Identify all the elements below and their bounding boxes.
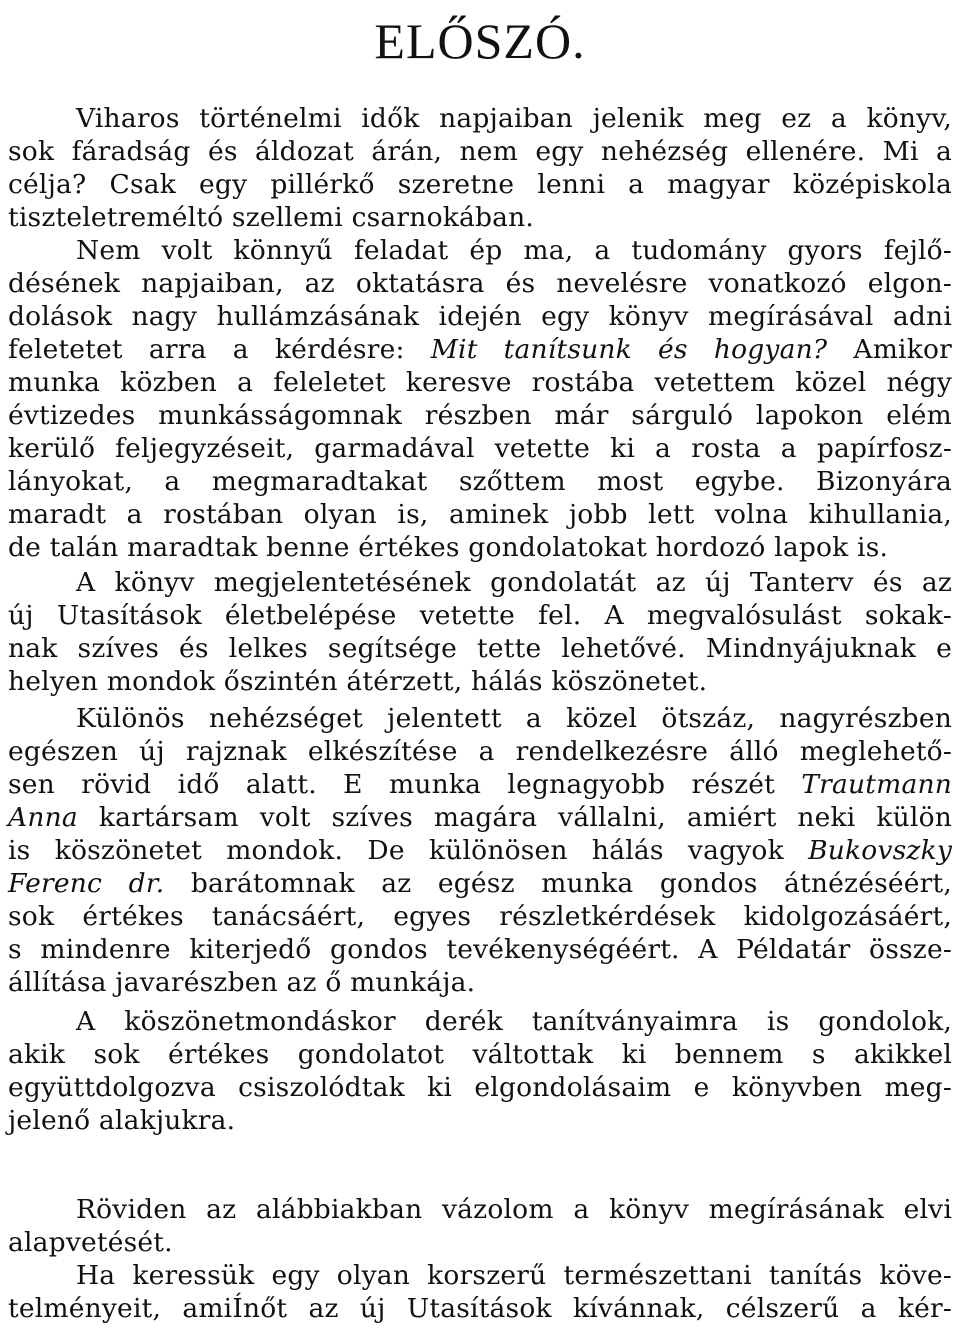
paragraph-2 [8, 234, 952, 564]
text-line: s mindenre kiterjedő gondos tevékenységéért. A Példatár össze- [8, 934, 952, 965]
preface-page [8, 0, 952, 1325]
paragraph-5 [8, 1005, 952, 1137]
text-line [8, 333, 952, 366]
text-line: telményeit, amiÍnőt az új Utasítások kívánnak, célszerű a kér- [8, 1293, 952, 1324]
text-line: új Utasítások életbelépése vetette fel. A megvalósulást sokak- [8, 600, 952, 631]
text-line: A köszönetmondáskor derék tanítványaimra is gondolok, [76, 1006, 952, 1037]
text-segment: sen rövid idő alatt. E munka legnagyobb részét [8, 769, 775, 800]
text-line: Röviden az alábbiakban vázolom a könyv megírásának elvi [76, 1194, 952, 1225]
text-line: helyen mondok őszintén átérzett, hálás köszönetet. [8, 666, 708, 697]
text-segment: Amikor [853, 334, 953, 365]
text-line: Viharos történelmi idők napjaiban jelenik meg ez a könyv, [76, 103, 952, 134]
text-line: munka közben a feleletet keresve rostába vetettem közel négy [8, 367, 952, 398]
text-line: Különös nehézséget jelentett a közel ötszáz, nagyrészben [76, 703, 952, 734]
italic-name: Trautmann [801, 769, 953, 800]
italic-name: Bukovszky [808, 835, 953, 866]
text-line: sok fáradság és áldozat árán, nem egy nehézség ellenére. Mi a [8, 136, 952, 167]
text-line: dolások nagy hullámzásának idején egy könyv megírásával adni [8, 301, 952, 332]
paragraph-4 [8, 702, 952, 999]
text-segment: barátomnak az egész munka gondos átnézéséért, [190, 868, 953, 899]
text-line: évtizedes munkásságomnak részben már sárguló lapokon elém [8, 400, 952, 431]
text-line: akik sok értékes gondolatot váltottak ki bennem s akikkel [8, 1039, 952, 1070]
text-line: tiszteletreméltó szellemi csarnokában. [8, 202, 535, 233]
paragraph-3 [8, 566, 952, 698]
text-line: nak szíves és lelkes segítsége tette lehetővé. Mindnyájuknak e [8, 633, 952, 664]
text-line: együttdolgozva csiszolódtak ki elgondolásaim e könyvben meg- [8, 1072, 952, 1103]
text-segment: feletetet arra a kérdésre: [8, 334, 405, 365]
text-line: célja? Csak egy pillérkő szeretne lenni a magyar középiskola [8, 169, 952, 200]
text-line: Ha keressük egy olyan korszerű természettani tanítás köve- [76, 1260, 952, 1291]
italic-name: Anna [8, 802, 78, 833]
text-line [8, 834, 952, 867]
text-segment: kartársam volt szíves magára vállalni, amiért neki külön [98, 802, 953, 833]
text-line: jelenő alakjukra. [8, 1105, 236, 1136]
text-line: állítása javarészben az ő munkája. [8, 967, 476, 998]
text-line: désének napjaiban, az oktatásra és nevelésre vonatkozó elgon- [8, 268, 952, 299]
text-line [8, 768, 952, 801]
page-title: ELŐSZÓ. [374, 13, 586, 69]
italic-question: Mit tanítsunk és hogyan? [430, 334, 828, 365]
italic-name: Ferenc dr. [8, 868, 165, 899]
paragraph-7 [8, 1259, 952, 1325]
paragraph-6 [8, 1193, 952, 1259]
paragraph-1 [8, 102, 952, 234]
text-line [8, 801, 952, 834]
text-line: maradt a rostában olyan is, aminek jobb lett volna kihullania, [8, 499, 952, 530]
text-line: kerülő feljegyzéseit, garmadával vetette ki a rosta a papírfosz- [8, 433, 952, 464]
text-line: egészen új rajznak elkészítése a rendelkezésre álló meglehető- [8, 736, 952, 767]
text-line: lányokat, a megmaradtakat szőttem most egybe. Bizonyára [8, 466, 952, 497]
text-line: de talán maradtak benne értékes gondolatokat hordozó lapok is. [8, 532, 889, 563]
text-line: alapvetését. [8, 1227, 173, 1258]
text-segment: is köszönetet mondok. De különösen hálás vagyok [8, 835, 784, 866]
text-line: sok értékes tanácsáért, egyes részletkérdések kidolgozásáért, [8, 901, 952, 932]
text-line: A könyv megjelentetésének gondolatát az új Tanterv és az [76, 567, 952, 598]
text-line: Nem volt könnyű feladat ép ma, a tudomány gyors fejlő- [76, 235, 952, 266]
text-line [8, 867, 952, 900]
